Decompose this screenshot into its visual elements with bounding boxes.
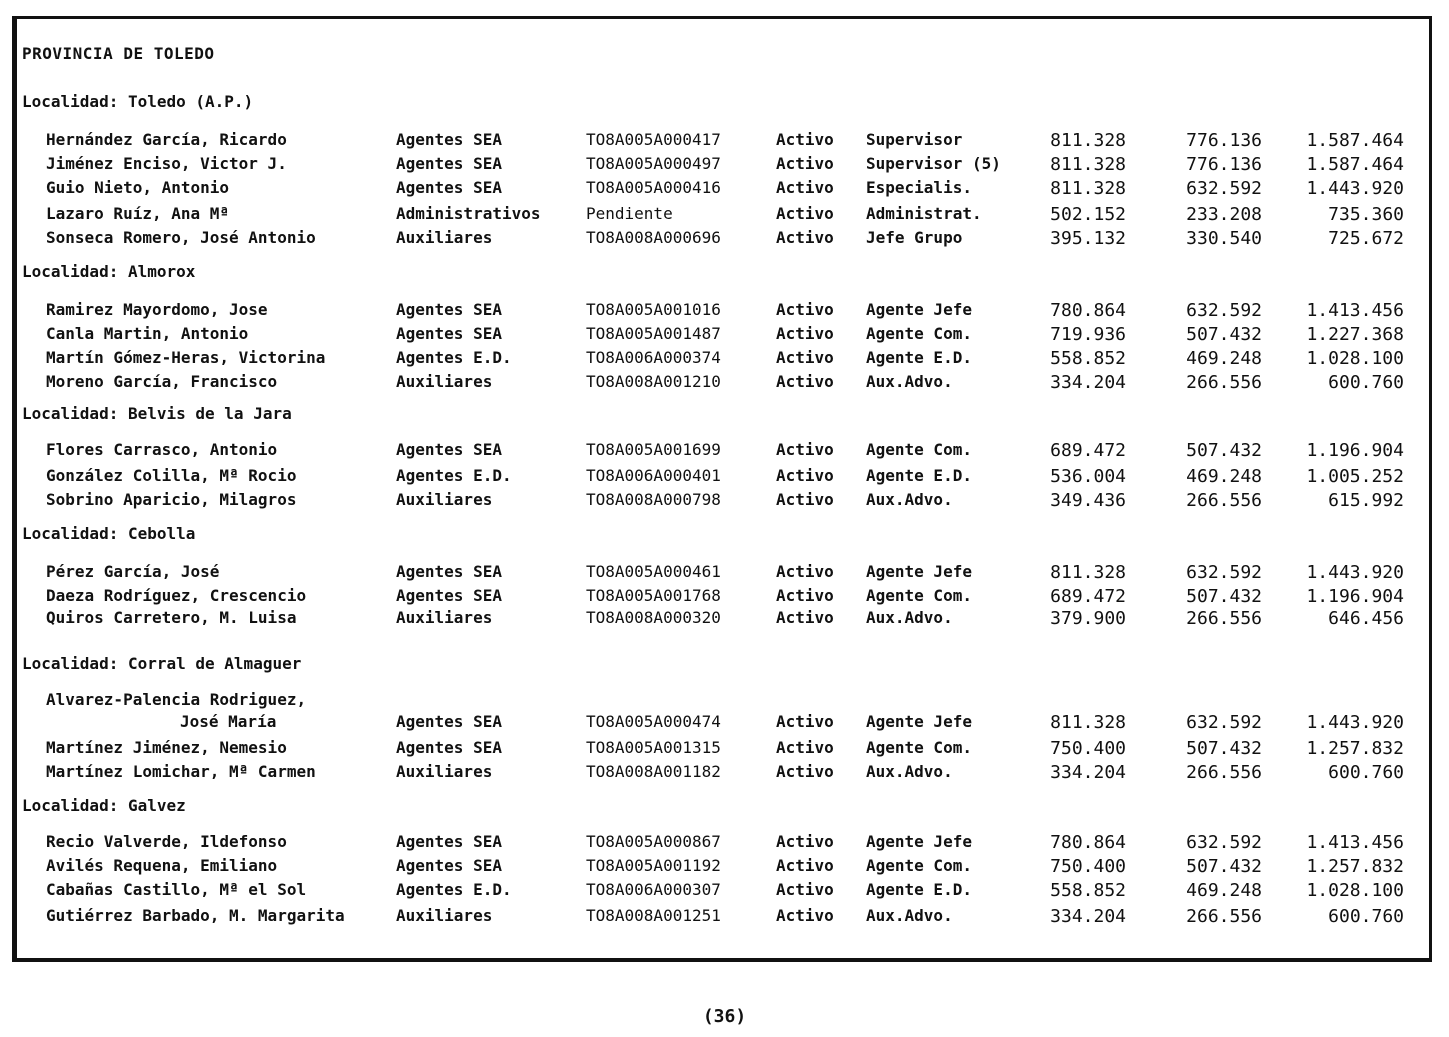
code-cell: TO8A006A000307: [586, 880, 721, 899]
amount-a-cell: 811.328: [1050, 562, 1126, 583]
amount-a-cell: 334.204: [1050, 372, 1126, 393]
category-cell: Agentes SEA: [396, 300, 502, 319]
amount-total-cell: 1.443.920: [1306, 178, 1404, 199]
amount-a-cell: 334.204: [1050, 906, 1126, 927]
category-cell: Administrativos: [396, 204, 541, 223]
staff-row: [0, 738, 1449, 760]
amount-total-cell: 615.992: [1328, 490, 1404, 511]
page-number: (36): [702, 1006, 747, 1027]
code-cell: TO8A008A000696: [586, 228, 721, 247]
amount-a-cell: 811.328: [1050, 712, 1126, 733]
status-cell: Activo: [776, 204, 834, 223]
category-cell: Auxiliares: [396, 762, 493, 781]
amount-a-cell: 395.132: [1050, 228, 1126, 249]
category-cell: Agentes E.D.: [396, 880, 512, 899]
amount-total-cell: 1.028.100: [1306, 348, 1404, 369]
code-cell: TO8A005A001487: [586, 324, 721, 343]
amount-total-cell: 1.413.456: [1306, 300, 1404, 321]
status-cell: Activo: [776, 178, 834, 197]
category-cell: Agentes SEA: [396, 440, 502, 459]
status-cell: Activo: [776, 762, 834, 781]
post-cell: Agente Com.: [866, 738, 972, 757]
status-cell: Activo: [776, 300, 834, 319]
category-cell: Agentes E.D.: [396, 466, 512, 485]
employee-name: Gutiérrez Barbado, M. Margarita: [46, 906, 345, 925]
amount-total-cell: 1.005.252: [1306, 466, 1404, 487]
amount-total-cell: 600.760: [1328, 372, 1404, 393]
post-cell: Agente E.D.: [866, 466, 972, 485]
amount-a-cell: 502.152: [1050, 204, 1126, 225]
employee-name: Pérez García, José: [46, 562, 220, 581]
category-cell: Agentes SEA: [396, 178, 502, 197]
amount-total-cell: 1.413.456: [1306, 832, 1404, 853]
staff-row: [0, 440, 1449, 462]
staff-row: [0, 348, 1449, 370]
code-cell: TO8A005A000497: [586, 154, 721, 173]
amount-total-cell: 725.672: [1328, 228, 1404, 249]
employee-name: Cabañas Castillo, Mª el Sol: [46, 880, 307, 899]
status-cell: Activo: [776, 490, 834, 509]
localidad-heading: Localidad: Toledo (A.P.): [22, 92, 254, 111]
code-cell: TO8A005A000461: [586, 562, 721, 581]
status-cell: Activo: [776, 130, 834, 149]
status-cell: Activo: [776, 228, 834, 247]
code-cell: TO8A008A001251: [586, 906, 721, 925]
staff-row: [0, 712, 1449, 734]
code-cell: TO8A005A001699: [586, 440, 721, 459]
code-cell: TO8A005A000417: [586, 130, 721, 149]
amount-a-cell: 719.936: [1050, 324, 1126, 345]
staff-row: [0, 490, 1449, 512]
status-cell: Activo: [776, 348, 834, 367]
post-cell: Agente Jefe: [866, 832, 972, 851]
employee-name: Quiros Carretero, M. Luisa: [46, 608, 297, 627]
post-cell: Aux.Advo.: [866, 372, 953, 391]
staff-row: [0, 466, 1449, 488]
category-cell: Auxiliares: [396, 490, 493, 509]
status-cell: Activo: [776, 906, 834, 925]
amount-b-cell: 776.136: [1186, 130, 1262, 151]
category-cell: Agentes SEA: [396, 562, 502, 581]
employee-name: Sobrino Aparicio, Milagros: [46, 490, 297, 509]
page-title: PROVINCIA DE TOLEDO: [22, 44, 215, 63]
amount-a-cell: 689.472: [1050, 586, 1126, 607]
amount-b-cell: 507.432: [1186, 738, 1262, 759]
amount-total-cell: 1.443.920: [1306, 712, 1404, 733]
staff-row: [0, 154, 1449, 176]
amount-b-cell: 507.432: [1186, 324, 1262, 345]
post-cell: Agente Com.: [866, 324, 972, 343]
code-cell: TO8A008A001182: [586, 762, 721, 781]
employee-name: González Colilla, Mª Rocio: [46, 466, 297, 485]
post-cell: Aux.Advo.: [866, 762, 953, 781]
code-cell: TO8A005A000474: [586, 712, 721, 731]
code-cell: TO8A005A000416: [586, 178, 721, 197]
post-cell: Especialis.: [866, 178, 972, 197]
amount-b-cell: 507.432: [1186, 856, 1262, 877]
status-cell: Activo: [776, 856, 834, 875]
employee-name: Daeza Rodríguez, Crescencio: [46, 586, 307, 605]
employee-name: Martín Gómez-Heras, Victorina: [46, 348, 326, 367]
amount-total-cell: 735.360: [1328, 204, 1404, 225]
status-cell: Activo: [776, 562, 834, 581]
amount-total-cell: 600.760: [1328, 906, 1404, 927]
staff-row: [0, 228, 1449, 250]
employee-name: Canla Martin, Antonio: [46, 324, 249, 343]
post-cell: Aux.Advo.: [866, 490, 953, 509]
category-cell: Auxiliares: [396, 906, 493, 925]
category-cell: Agentes SEA: [396, 832, 502, 851]
status-cell: Activo: [776, 608, 834, 627]
category-cell: Agentes SEA: [396, 856, 502, 875]
post-cell: Agente E.D.: [866, 880, 972, 899]
post-cell: Aux.Advo.: [866, 906, 953, 925]
amount-b-cell: 632.592: [1186, 178, 1262, 199]
amount-a-cell: 334.204: [1050, 762, 1126, 783]
status-cell: Activo: [776, 372, 834, 391]
amount-b-cell: 469.248: [1186, 880, 1262, 901]
amount-total-cell: 1.587.464: [1306, 154, 1404, 175]
amount-b-cell: 233.208: [1186, 204, 1262, 225]
amount-a-cell: 349.436: [1050, 490, 1126, 511]
status-cell: Activo: [776, 880, 834, 899]
category-cell: Auxiliares: [396, 372, 493, 391]
category-cell: Auxiliares: [396, 228, 493, 247]
code-cell: TO8A005A000867: [586, 832, 721, 851]
post-cell: Agente Jefe: [866, 712, 972, 731]
localidad-heading: Localidad: Galvez: [22, 796, 186, 815]
status-cell: Activo: [776, 832, 834, 851]
staff-row: [0, 608, 1449, 630]
code-cell: TO8A006A000374: [586, 348, 721, 367]
amount-total-cell: 1.028.100: [1306, 880, 1404, 901]
code-cell: TO8A008A000320: [586, 608, 721, 627]
post-cell: Jefe Grupo: [866, 228, 963, 247]
code-cell: TO8A008A001210: [586, 372, 721, 391]
code-cell: TO8A006A000401: [586, 466, 721, 485]
amount-total-cell: 646.456: [1328, 608, 1404, 629]
post-cell: Supervisor: [866, 130, 963, 149]
staff-row: [0, 856, 1449, 878]
staff-row: [0, 880, 1449, 902]
post-cell: Agente Com.: [866, 856, 972, 875]
amount-total-cell: 1.196.904: [1306, 440, 1404, 461]
staff-row: [0, 906, 1449, 928]
amount-b-cell: 632.592: [1186, 300, 1262, 321]
category-cell: Agentes E.D.: [396, 348, 512, 367]
category-cell: Auxiliares: [396, 608, 493, 627]
employee-name: Flores Carrasco, Antonio: [46, 440, 278, 459]
post-cell: Agente Com.: [866, 440, 972, 459]
amount-a-cell: 811.328: [1050, 178, 1126, 199]
amount-a-cell: 536.004: [1050, 466, 1126, 487]
status-cell: Activo: [776, 324, 834, 343]
post-cell: Aux.Advo.: [866, 608, 953, 627]
category-cell: Agentes SEA: [396, 712, 502, 731]
localidad-heading: Localidad: Almorox: [22, 262, 196, 281]
amount-a-cell: 750.400: [1050, 738, 1126, 759]
amount-a-cell: 558.852: [1050, 348, 1126, 369]
staff-row: [0, 372, 1449, 394]
post-cell: Agente Com.: [866, 586, 972, 605]
employee-name: Lazaro Ruíz, Ana Mª: [46, 204, 230, 223]
amount-total-cell: 1.587.464: [1306, 130, 1404, 151]
staff-row: [0, 586, 1449, 608]
amount-a-cell: 780.864: [1050, 300, 1126, 321]
staff-row: [0, 204, 1449, 226]
staff-row: [0, 130, 1449, 152]
code-cell: TO8A005A001315: [586, 738, 721, 757]
employee-name: Moreno García, Francisco: [46, 372, 278, 391]
category-cell: Agentes SEA: [396, 130, 502, 149]
amount-b-cell: 266.556: [1186, 490, 1262, 511]
status-cell: Activo: [776, 440, 834, 459]
amount-total-cell: 1.227.368: [1306, 324, 1404, 345]
staff-row: [0, 762, 1449, 784]
employee-name: José María: [180, 712, 277, 731]
amount-total-cell: 1.443.920: [1306, 562, 1404, 583]
status-cell: Activo: [776, 154, 834, 173]
amount-b-cell: 632.592: [1186, 562, 1262, 583]
post-cell: Agente Jefe: [866, 562, 972, 581]
code-cell: TO8A005A001768: [586, 586, 721, 605]
amount-total-cell: 1.257.832: [1306, 856, 1404, 877]
status-cell: Activo: [776, 466, 834, 485]
employee-name: Guio Nieto, Antonio: [46, 178, 230, 197]
amount-b-cell: 507.432: [1186, 586, 1262, 607]
amount-b-cell: 266.556: [1186, 372, 1262, 393]
code-cell: TO8A005A001192: [586, 856, 721, 875]
employee-name: Sonseca Romero, José Antonio: [46, 228, 316, 247]
amount-b-cell: 632.592: [1186, 832, 1262, 853]
staff-row: [0, 324, 1449, 346]
localidad-heading: Localidad: Belvis de la Jara: [22, 404, 292, 423]
employee-name: Hernández García, Ricardo: [46, 130, 287, 149]
amount-a-cell: 689.472: [1050, 440, 1126, 461]
code-cell: TO8A005A001016: [586, 300, 721, 319]
post-cell: Supervisor (5): [866, 154, 1001, 173]
employee-name: Avilés Requena, Emiliano: [46, 856, 278, 875]
employee-name: Recio Valverde, Ildefonso: [46, 832, 287, 851]
category-cell: Agentes SEA: [396, 154, 502, 173]
status-cell: Activo: [776, 738, 834, 757]
staff-row: [0, 562, 1449, 584]
amount-total-cell: 1.196.904: [1306, 586, 1404, 607]
category-cell: Agentes SEA: [396, 738, 502, 757]
amount-b-cell: 266.556: [1186, 906, 1262, 927]
amount-a-cell: 558.852: [1050, 880, 1126, 901]
amount-b-cell: 776.136: [1186, 154, 1262, 175]
code-cell: Pendiente: [586, 204, 673, 223]
employee-name: Alvarez-Palencia Rodriguez,: [46, 690, 307, 709]
staff-row: [0, 300, 1449, 322]
employee-name: Martínez Lomichar, Mª Carmen: [46, 762, 316, 781]
post-cell: Administrat.: [866, 204, 982, 223]
amount-b-cell: 266.556: [1186, 608, 1262, 629]
amount-a-cell: 780.864: [1050, 832, 1126, 853]
category-cell: Agentes SEA: [396, 586, 502, 605]
employee-name: Jiménez Enciso, Victor J.: [46, 154, 287, 173]
code-cell: TO8A008A000798: [586, 490, 721, 509]
status-cell: Activo: [776, 586, 834, 605]
staff-row: [0, 178, 1449, 200]
employee-name: Ramirez Mayordomo, Jose: [46, 300, 268, 319]
category-cell: Agentes SEA: [396, 324, 502, 343]
employee-name: Martínez Jiménez, Nemesio: [46, 738, 287, 757]
amount-total-cell: 1.257.832: [1306, 738, 1404, 759]
amount-a-cell: 811.328: [1050, 130, 1126, 151]
post-cell: Agente Jefe: [866, 300, 972, 319]
amount-b-cell: 469.248: [1186, 466, 1262, 487]
localidad-heading: Localidad: Cebolla: [22, 524, 196, 543]
post-cell: Agente E.D.: [866, 348, 972, 367]
localidad-heading: Localidad: Corral de Almaguer: [22, 654, 302, 673]
status-cell: Activo: [776, 712, 834, 731]
amount-a-cell: 379.900: [1050, 608, 1126, 629]
amount-total-cell: 600.760: [1328, 762, 1404, 783]
amount-a-cell: 750.400: [1050, 856, 1126, 877]
amount-b-cell: 469.248: [1186, 348, 1262, 369]
staff-row-name-line: [0, 690, 1449, 712]
amount-a-cell: 811.328: [1050, 154, 1126, 175]
amount-b-cell: 330.540: [1186, 228, 1262, 249]
amount-b-cell: 632.592: [1186, 712, 1262, 733]
amount-b-cell: 266.556: [1186, 762, 1262, 783]
amount-b-cell: 507.432: [1186, 440, 1262, 461]
staff-row: [0, 832, 1449, 854]
